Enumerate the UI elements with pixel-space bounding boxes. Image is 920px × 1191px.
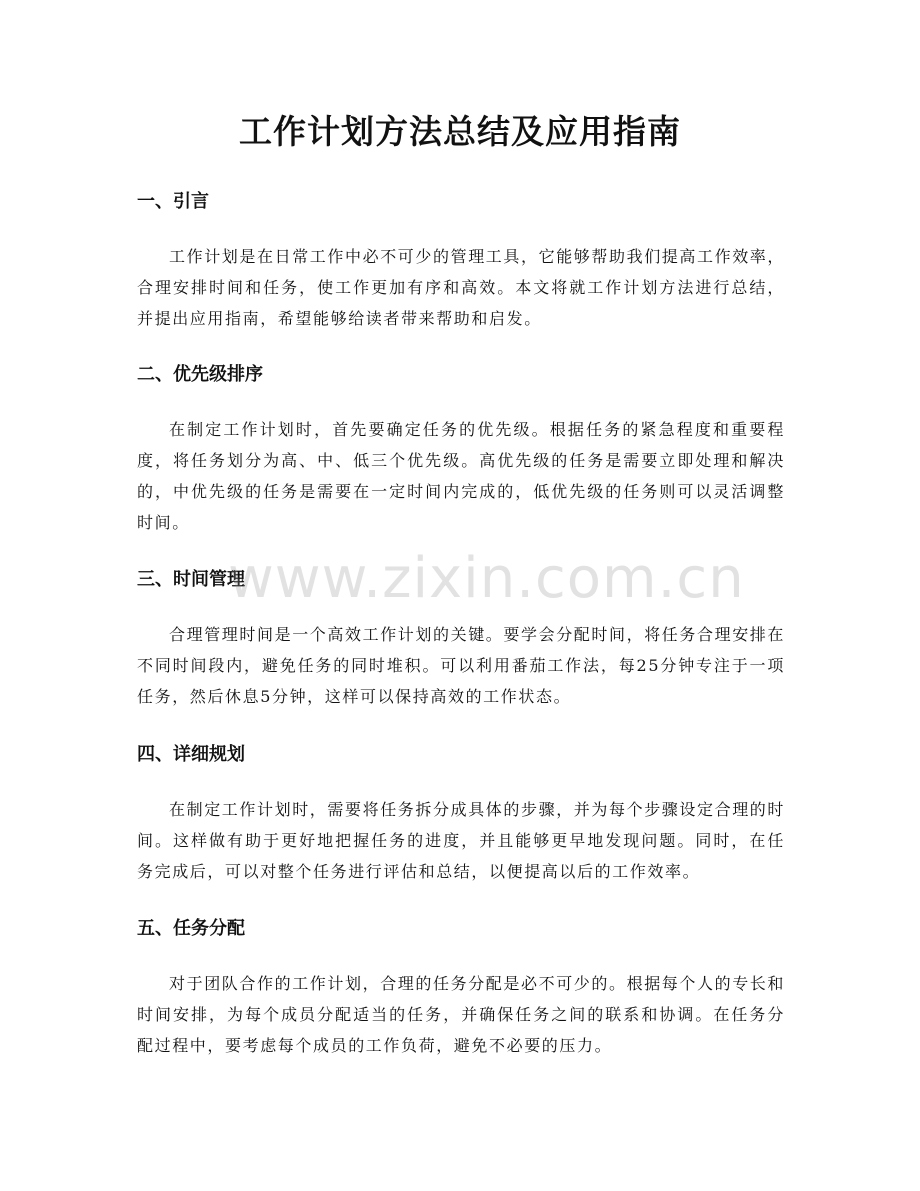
section-priority-ranking [137,362,785,538]
section-heading: 五、任务分配 [137,918,245,939]
watermark-text: www.zixin.com.cn [228,546,745,611]
section-detailed-planning [137,742,785,887]
section-paragraph: 合理管理时间是一个高效工作计划的关键。要学会分配时间，将任务合理安排在不同时间段内，避免任务的同时堆积。可以利用番茄工作法，每25分钟专注于一项任务，然后休息5分钟，这样可以保持高效的工作状态。 [137,625,786,706]
section-heading: 二、优先级排序 [137,364,263,385]
section-heading: 三、时间管理 [137,569,245,590]
section-heading: 一、引言 [137,191,209,212]
section-introduction [137,189,785,334]
section-paragraph: 对于团队合作的工作计划，合理的任务分配是必不可少的。根据每个人的专长和时间安排，为每个成员分配适当的任务，并确保任务之间的联系和协调。在任务分配过程中，要考虑每个成员的工作负荷，避免不必要的压力。 [137,974,786,1055]
section-paragraph: 在制定工作计划时，需要将任务拆分成具体的步骤，并为每个步骤设定合理的时间。这样做有助于更好地把握任务的进度，并且能够更早地发现问题。同时，在任务完成后，可以对整个任务进行评估和总结，以便提高以后的工作效率。 [137,800,786,881]
section-task-allocation [137,916,785,1061]
section-heading: 四、详细规划 [137,744,245,765]
section-paragraph: 工作计划是在日常工作中必不可少的管理工具，它能够帮助我们提高工作效率，合理安排时间和任务，使工作更加有序和高效。本文将就工作计划方法进行总结，并提出应用指南，希望能够给读者带来帮助和启发。 [137,247,786,328]
page-title: 工作计划方法总结及应用指南 [239,112,681,151]
section-paragraph: 在制定工作计划时，首先要确定任务的优先级。根据任务的紧急程度和重要程度，将任务划分为高、中、低三个优先级。高优先级的任务是需要立即处理和解决的，中优先级的任务是需要在一定时间内完成的，低优先级的任务则可以灵活调整时间。 [137,420,785,532]
section-time-management [137,567,785,712]
